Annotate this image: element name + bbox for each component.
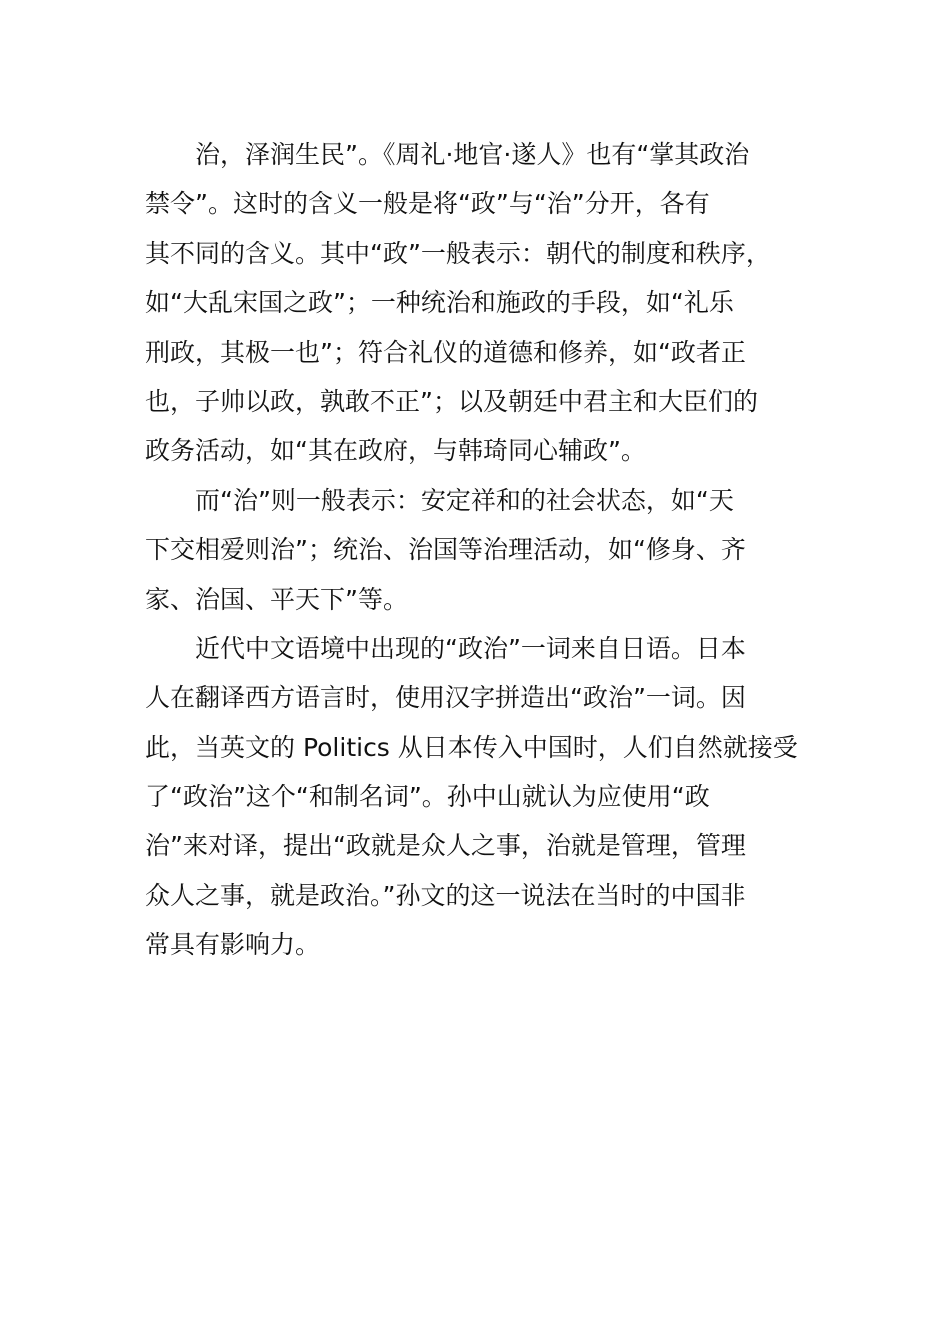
text-line: 近代中文语境中出现的“政治”一词来自日语。日本: [195, 633, 746, 663]
text-line: 人在翻译西方语言时，使用汉字拼造出“政治”一词。因: [145, 683, 746, 713]
text-line: 其不同的含义。其中“政”一般表示：朝代的制度和秩序，: [145, 238, 771, 268]
text-line: 也，子帅以政，孰敢不正”；以及朝廷中君主和大臣们的: [145, 386, 758, 416]
text-line: 治”来对译，提出“政就是众人之事，治就是管理，管理: [145, 831, 746, 861]
text-line: 众人之事，就是政治。”孙文的这一说法在当时的中国非: [145, 880, 746, 910]
text-line: 此，当英文的 Politics 从日本传入中国时，人们自然就接受: [145, 732, 798, 762]
text-line: 而“治”则一般表示：安定祥和的社会状态，如“天: [195, 485, 734, 515]
text-line: 如“大乱宋国之政”；一种统治和施政的手段，如“礼乐: [145, 288, 734, 318]
body-text: [145, 130, 810, 970]
text-line: 常具有影响力。: [145, 930, 321, 960]
text-line: 刑政，其极一也”；符合礼仪的道德和修养，如“政者正: [145, 337, 746, 367]
paragraph-1: [145, 130, 810, 476]
text-line: 下交相爱则治”；统治、治国等治理活动，如“修身、齐: [145, 535, 746, 565]
paragraph-3: [145, 624, 810, 970]
text-line: 治，泽润生民”。《周礼·地官·遂人》也有“掌其政治: [195, 140, 750, 169]
text-line: 政务活动，如“其在政府，与韩琦同心辅政”。: [145, 436, 646, 466]
text-line: 家、治国、平天下”等。: [145, 584, 408, 614]
text-line: 了“政治”这个“和制名词”。孙中山就认为应使用“政: [145, 782, 710, 812]
paragraph-2: [145, 476, 810, 624]
text-line: 禁令”。这时的含义一般是将“政”与“治”分开，各有: [145, 189, 710, 219]
